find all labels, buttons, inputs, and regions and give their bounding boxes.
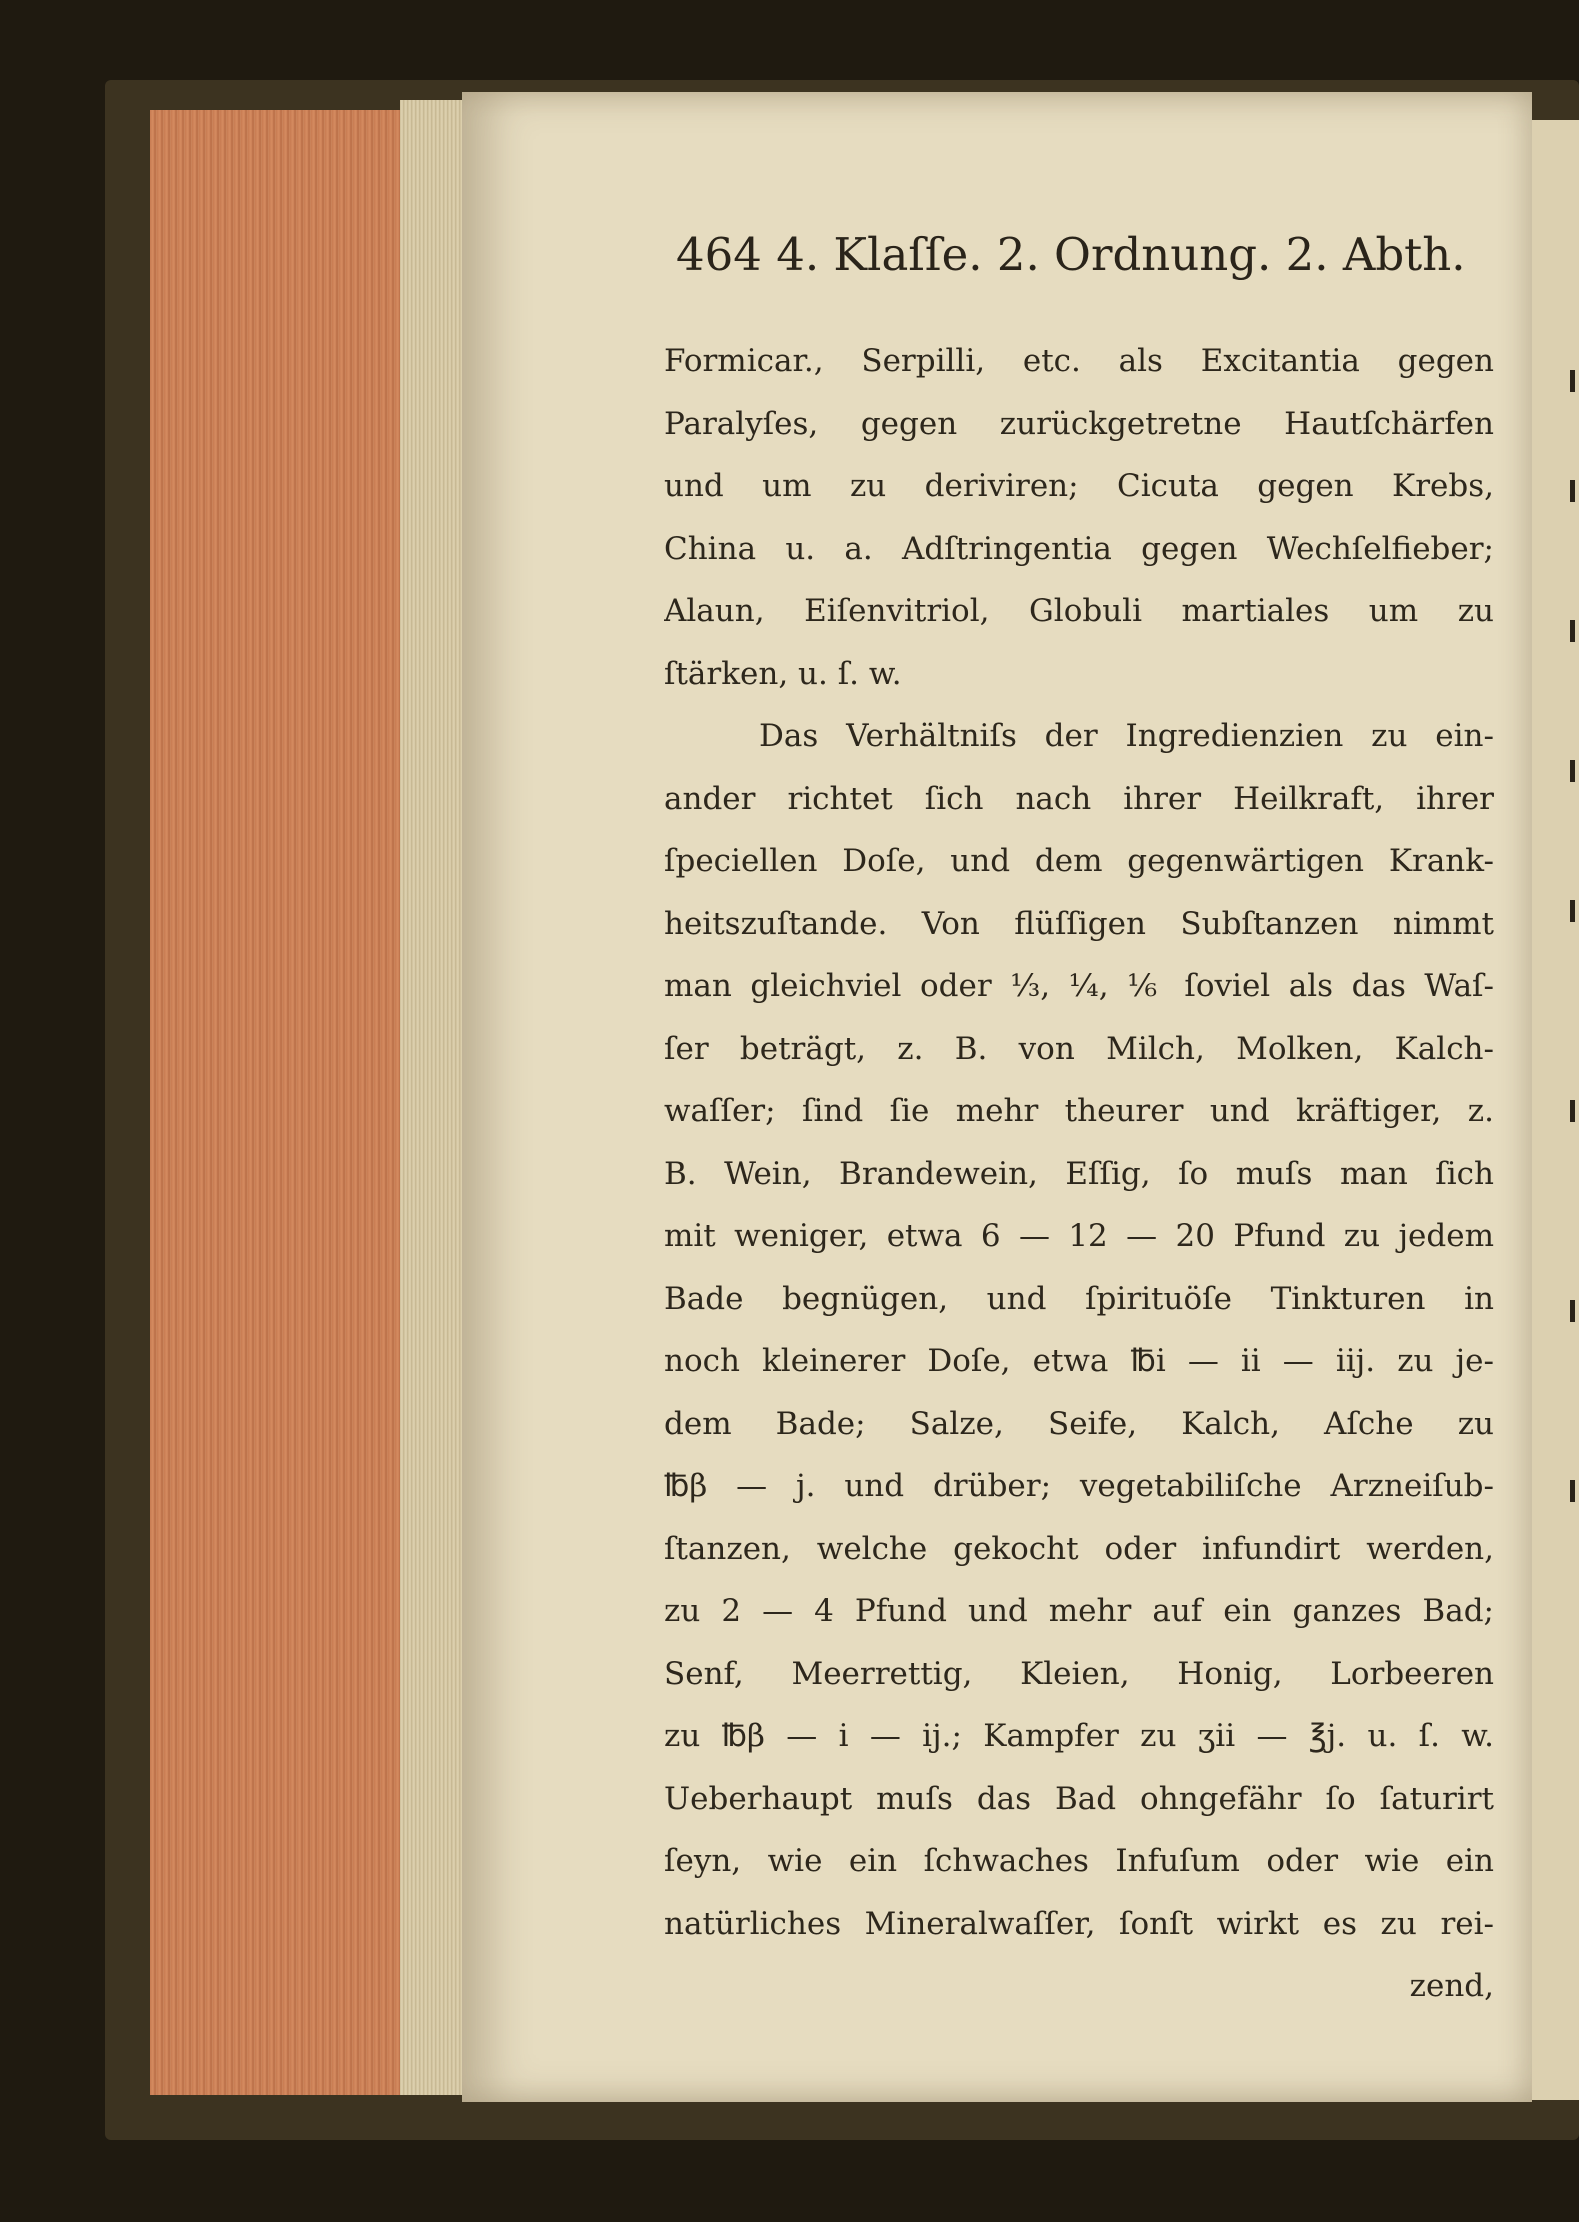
text-line: ſtärken, u. ſ. w. — [664, 655, 902, 692]
text-line: natürliches Mineralwaſſer, ſonſt wirkt es zu rei- — [664, 1905, 1494, 1942]
text-line: ſtanzen, welche gekocht oder infundirt werden, — [664, 1530, 1494, 1567]
text-line: ſeyn, wie ein ſchwaches Infuſum oder wie ein — [664, 1843, 1494, 1879]
text-line: noch kleinerer Doſe, etwa ℔i — ii — iij. zu je- — [664, 1343, 1494, 1379]
text-line: dem Bade; Salze, Seife, Kalch, Aſche zu — [664, 1405, 1494, 1442]
text-line: man gleichviel oder ⅓, ¼, ⅙ ſoviel als das Waſ- — [664, 968, 1494, 1004]
text-line: zu 2 — 4 Pfund und mehr auf ein ganzes Bad; — [664, 1593, 1494, 1629]
catchword: zend, — [1409, 1968, 1494, 2004]
text-line: ℔β — j. und drüber; vegetabiliſche Arzneiſub- — [664, 1468, 1494, 1504]
text-line: Alaun, Eiſenvitriol, Globuli martiales um zu — [664, 593, 1494, 629]
text-line: Formicar., Serpilli, etc. als Excitantia gegen — [664, 343, 1494, 379]
text-line: China u. a. Adſtringentia gegen Wechſelfieber; — [664, 530, 1494, 567]
body-text — [664, 330, 1494, 2018]
text-line: ſpeciellen Doſe, und dem gegenwärtigen Krank- — [664, 843, 1494, 879]
text-line: Bade begnügen, und ſpirituöſe Tinkturen in — [664, 1280, 1494, 1317]
text-line: zu ℔β — i — ij.; Kampfer zu ʒii — ℥j. u. ſ. w. — [664, 1718, 1494, 1754]
page-edges-inner — [400, 100, 470, 2095]
text-line: und um zu deriviren; Cicuta gegen Krebs, — [664, 468, 1494, 504]
text-line: Paralyſes, gegen zurückgetretne Hautſchärfen — [664, 405, 1494, 442]
text-line: Senf, Meerrettig, Kleien, Honig, Lorbeeren — [664, 1655, 1494, 1692]
text-line: ſer beträgt, z. B. von Milch, Molken, Kalch- — [664, 1030, 1494, 1067]
text-line: Das Verhältniſs der Ingredienzien zu ein- — [759, 718, 1494, 754]
text-line: mit weniger, etwa 6 — 12 — 20 Pfund zu jedem — [664, 1218, 1494, 1254]
text-line: B. Wein, Brandewein, Eſſig, ſo muſs man ſich — [664, 1155, 1494, 1192]
text-line: waſſer; ſind ſie mehr theurer und kräftiger, z. — [664, 1093, 1494, 1129]
text-line: heitszuſtande. Von flüſſigen Subſtanzen nimmt — [664, 905, 1494, 942]
text-line: ander richtet ſich nach ihrer Heilkraft, ihrer — [664, 780, 1494, 817]
running-header: 464 4. Klaſſe. 2. Ordnung. 2. Abth. — [676, 228, 1466, 281]
text-line: Ueberhaupt muſs das Bad ohngefähr ſo ſaturirt — [664, 1780, 1494, 1817]
